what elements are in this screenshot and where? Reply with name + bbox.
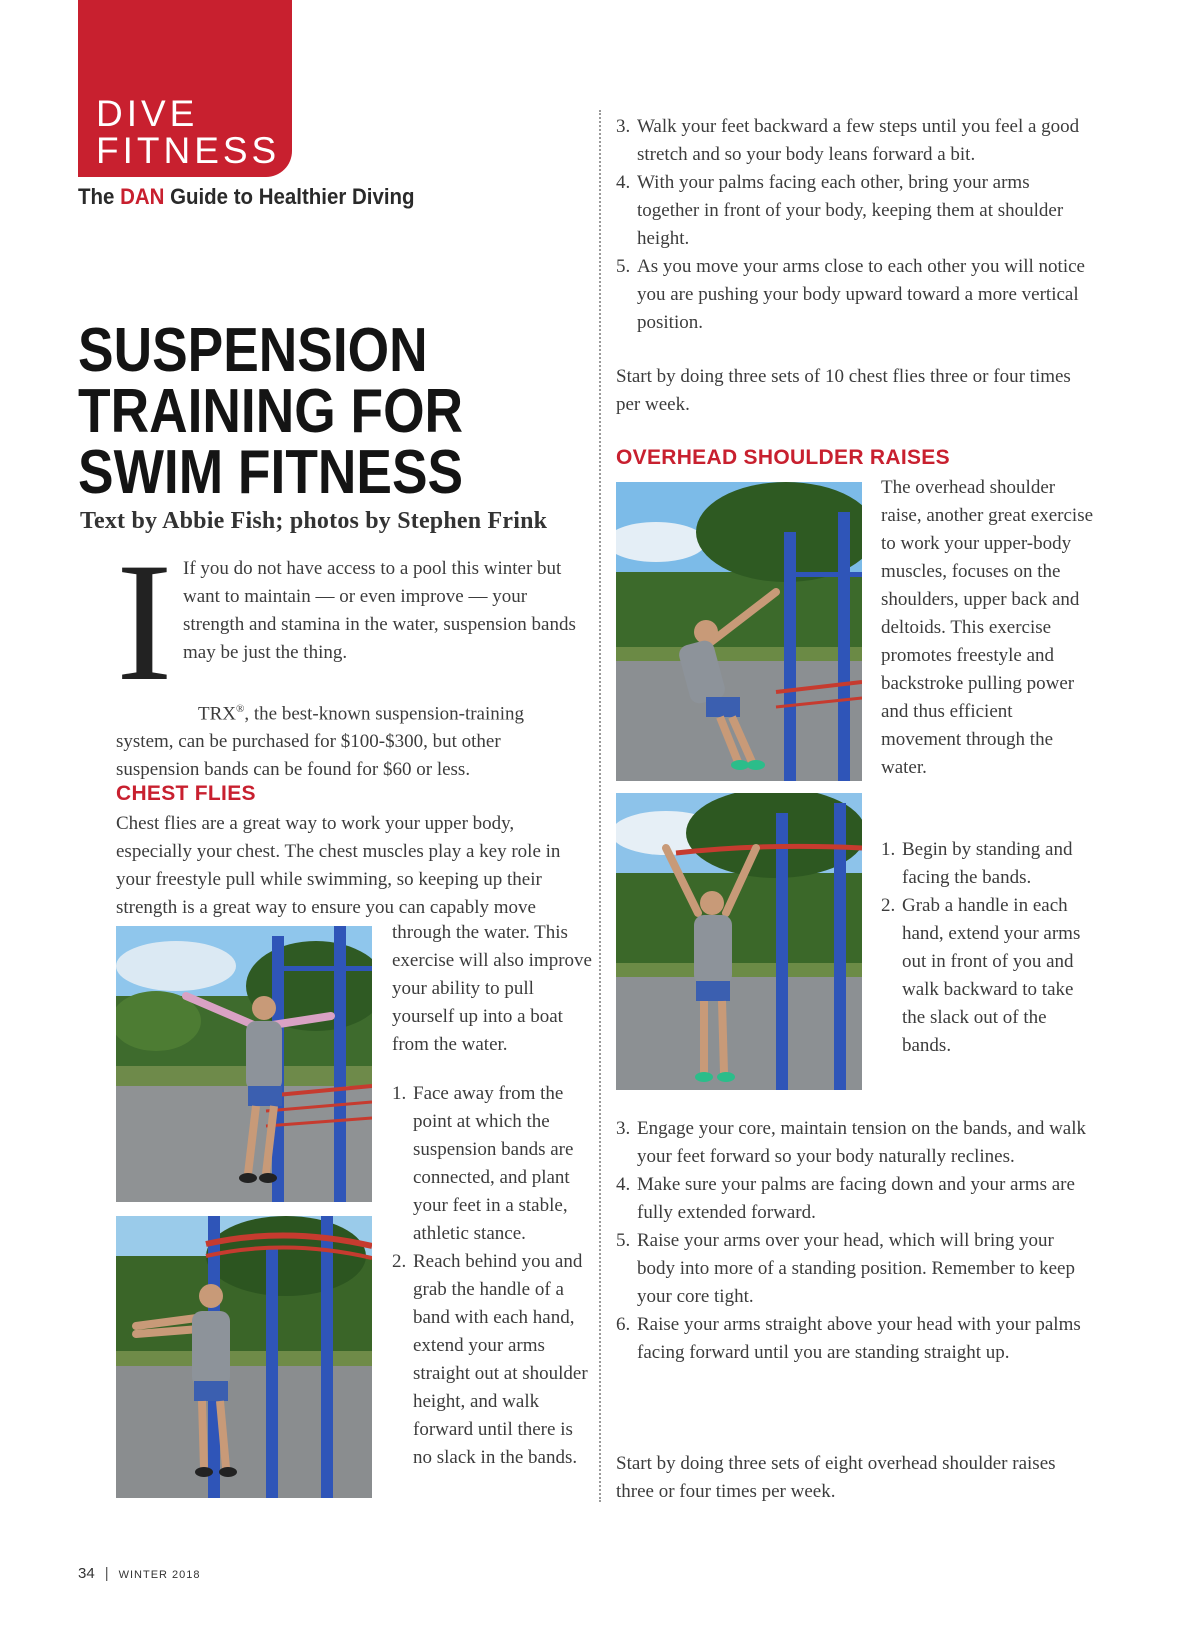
list-item: [616, 169, 1086, 253]
step-number: 3.: [616, 116, 631, 137]
step-text: Reach behind you and grab the handle of a band with each hand, extend your arms straight out at shoulder height, and walk forward until there is no slack in the bands.: [413, 1251, 588, 1468]
issue-label: WINTER 2018: [118, 1569, 201, 1581]
intro-paragraph-2: [116, 695, 586, 784]
list-item: [616, 1171, 1086, 1227]
step-number: 4.: [616, 1174, 631, 1195]
list-item: [616, 113, 1086, 169]
step-text: Begin by standing and facing the bands.: [902, 839, 1073, 888]
step-text: As you move your arms close to each other you will notice you are pushing your body upward toward a more vertical position.: [637, 256, 1085, 333]
list-item: [392, 1080, 592, 1248]
trx-label: TRX: [198, 703, 236, 725]
step-number: 3.: [616, 1118, 631, 1139]
step-text: Grab a handle in each hand, extend your arms out in front of you and walk backward to take the slack out of the bands.: [902, 895, 1081, 1056]
shoulder-raises-steps-cont: [616, 1115, 1086, 1367]
chest-flies-paragraph-cont: through the water. This exercise will also improve your ability to pull yourself up into a boat from the water.: [392, 922, 592, 1055]
shoulder-raises-steps: [881, 836, 1096, 1060]
list-item: [392, 1248, 592, 1472]
step-number: 1.: [881, 839, 896, 860]
chest-flies-heading: CHEST FLIES: [116, 782, 256, 805]
step-text: Face away from the point at which the suspension bands are connected, and plant your feet in a stable, athletic stance.: [413, 1083, 574, 1244]
list-item: [616, 1227, 1086, 1311]
intro-bottom-text: , the best-known suspension-training system, can be purchased for $100-$300, but other suspension bands can be found for $60 or less.: [116, 703, 525, 781]
intro-paragraph: If you do not have access to a pool this winter but want to maintain — or even improve — your strength and stamina in the water, suspension bands may be just the thing.: [183, 558, 576, 663]
tagline-pre: The: [78, 184, 121, 209]
title-line: TRAINING FOR: [78, 377, 464, 446]
article-title: [78, 316, 491, 507]
chest-flies-steps-cont: [616, 113, 1086, 337]
title-line: SUSPENSION: [78, 316, 428, 385]
footer-separator: |: [104, 1565, 109, 1582]
registered-mark: ®: [236, 703, 245, 715]
step-number: 2.: [392, 1251, 407, 1272]
list-item: [881, 836, 1096, 892]
shoulder-raises-photo-2: [616, 793, 862, 1090]
tagline-accent: DAN: [120, 184, 165, 209]
section-tagline: [78, 184, 415, 210]
section-label-line1: DIVE: [96, 93, 199, 134]
chest-flies-steps: [392, 1080, 592, 1472]
chest-flies-recommendation: Start by doing three sets of 10 chest flies three or four times per week.: [616, 366, 1071, 415]
shoulder-raises-photo-1: [616, 482, 862, 781]
column-divider: [599, 110, 601, 1502]
list-item: [616, 1311, 1086, 1367]
chest-flies-photo-1: [116, 926, 372, 1202]
step-number: 5.: [616, 1230, 631, 1251]
step-number: 1.: [392, 1083, 407, 1104]
section-tab: [78, 0, 292, 177]
drop-cap: I: [116, 528, 173, 716]
byline: Text by Abbie Fish; photos by Stephen Frink: [80, 508, 548, 534]
list-item: [616, 1115, 1086, 1171]
list-item: [616, 253, 1086, 337]
step-text: Engage your core, maintain tension on the bands, and walk your feet forward so your body naturally reclines.: [637, 1118, 1087, 1167]
step-number: 2.: [881, 895, 896, 916]
step-number: 6.: [616, 1314, 631, 1335]
page-footer: [78, 1565, 201, 1582]
shoulder-raises-heading: OVERHEAD SHOULDER RAISES: [616, 446, 950, 469]
title-line: SWIM FITNESS: [78, 438, 464, 507]
step-text: With your palms facing each other, bring your arms together in front of your body, keeping them at shoulder height.: [637, 172, 1064, 249]
step-text: Raise your arms straight above your head with your palms facing forward until you are standing straight up.: [637, 1314, 1081, 1363]
chest-flies-paragraph: Chest flies are a great way to work your upper body, especially your chest. The chest muscles play a key role in your freestyle pull while swimming, so keeping up their strength is a great way to ensure you can capably move: [116, 813, 561, 918]
list-item: [881, 892, 1096, 1060]
step-text: Make sure your palms are facing down and your arms are fully extended forward.: [637, 1174, 1075, 1223]
shoulder-raises-paragraph: The overhead shoulder raise, another great exercise to work your upper-body muscles, focuses on the shoulders, upper back and deltoids. This exercise promotes freestyle and backstroke pulling power and thus efficient movement through the water.: [881, 477, 1094, 778]
step-number: 4.: [616, 172, 631, 193]
page-number: 34: [78, 1565, 95, 1582]
step-text: Walk your feet backward a few steps until you feel a good stretch and so your body leans forward a bit.: [637, 116, 1080, 165]
chest-flies-photo-2: [116, 1216, 372, 1498]
tagline-post: Guide to Healthier Diving: [164, 184, 415, 209]
step-text: Raise your arms over your head, which will bring your body into more of a standing position. Remember to keep your core tight.: [637, 1230, 1075, 1307]
step-number: 5.: [616, 256, 631, 277]
section-label-line2: FITNESS: [96, 130, 281, 171]
shoulder-raises-recommendation: Start by doing three sets of eight overhead shoulder raises three or four times per week.: [616, 1453, 1056, 1502]
